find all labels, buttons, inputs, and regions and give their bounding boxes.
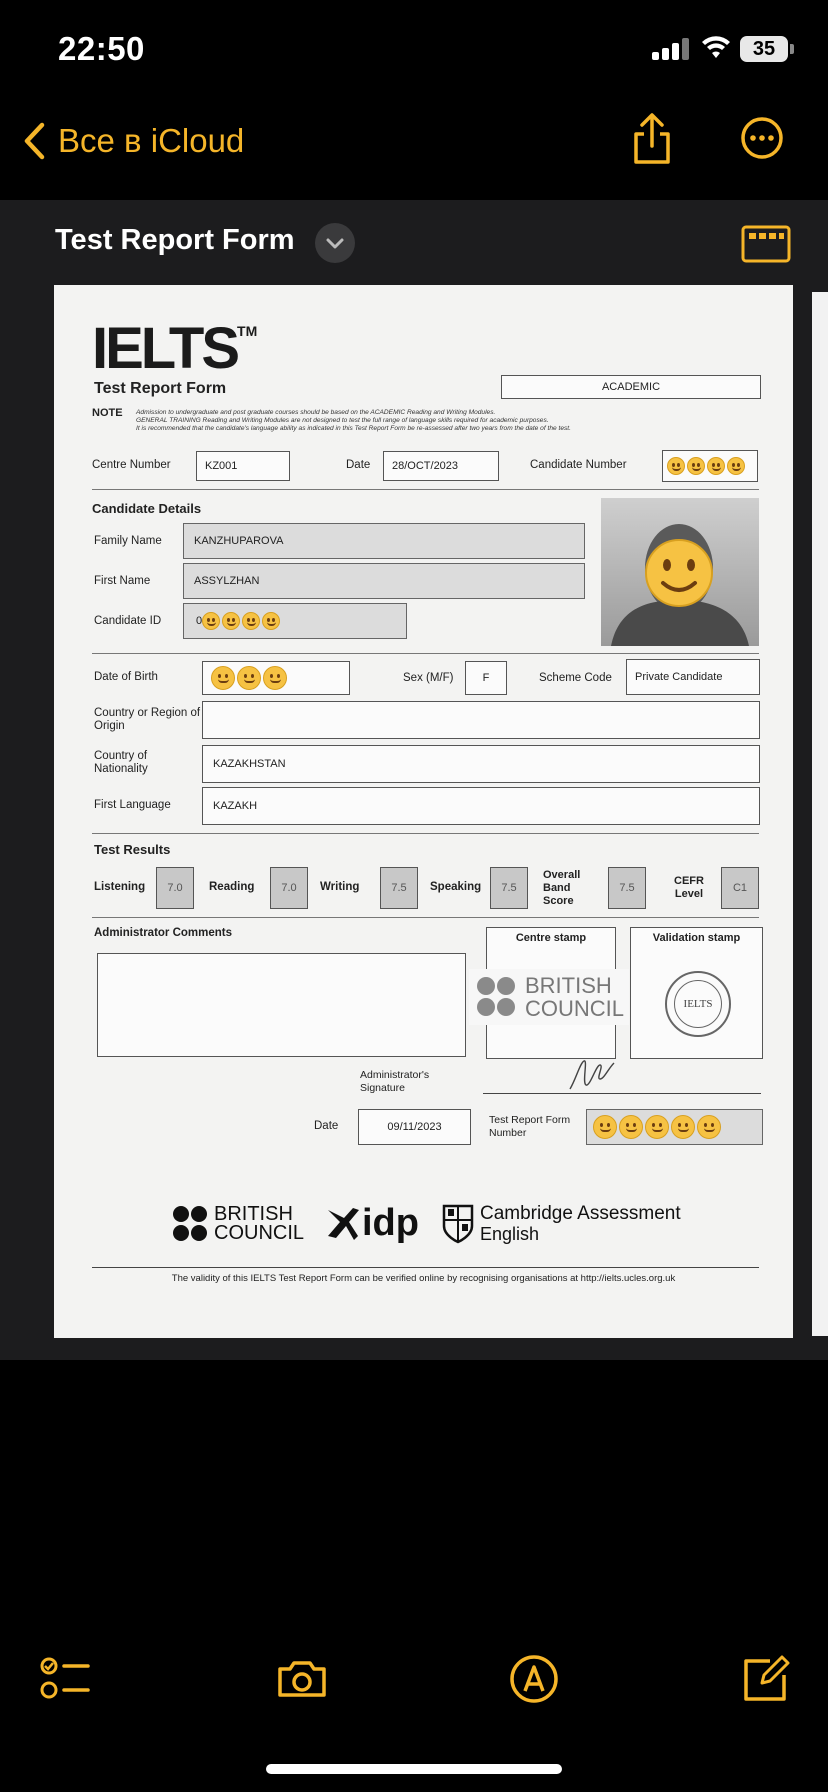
centre-number-label: Centre Number [92, 459, 171, 471]
british-council-stamp: BRITISH COUNCIL [469, 969, 629, 1025]
issue-date-field: 09/11/2023 [358, 1109, 471, 1145]
battery-tip [790, 44, 794, 54]
first-language-field: KAZAKH [202, 787, 760, 825]
home-indicator[interactable] [266, 1764, 562, 1774]
british-council-dots-icon [172, 1205, 210, 1243]
divider [92, 917, 759, 918]
cefr-label: CEFR Level [674, 875, 704, 900]
form-title: Test Report Form [94, 380, 227, 397]
admin-signature-label: Administrator's Signature [360, 1069, 430, 1094]
country-origin-label: Country or Region of Origin [94, 707, 201, 732]
emoji-icon [263, 666, 287, 690]
admin-comments-field [97, 953, 466, 1057]
more-button[interactable] [740, 116, 784, 160]
signature-line [483, 1093, 761, 1094]
idp-logo: idp [324, 1202, 419, 1245]
scheme-code-field: Private Candidate [626, 659, 760, 695]
scanned-document[interactable] [54, 285, 793, 1338]
divider [92, 653, 759, 654]
cefr-level: C1 [721, 867, 759, 909]
emoji-icon [593, 1115, 617, 1139]
emoji-icon [237, 666, 261, 690]
share-button[interactable] [630, 112, 674, 166]
nationality-label: Country of Nationality [94, 750, 148, 775]
emoji-icon [697, 1115, 721, 1139]
checklist-icon [40, 1653, 92, 1705]
ielts-logo: IELTS™ [92, 316, 258, 381]
british-council-dots-icon [475, 975, 521, 1019]
emoji-icon [222, 612, 240, 630]
test-date-field: 28/OCT/2023 [383, 451, 499, 481]
candidate-number-field [662, 450, 758, 482]
scheme-code-label: Scheme Code [539, 672, 612, 684]
emoji-icon [727, 457, 745, 475]
note-label: NOTE [92, 407, 123, 419]
back-label: Все в iCloud [58, 122, 245, 159]
candidate-id-field: 0 [183, 603, 407, 639]
note-title: Test Report Form [55, 224, 295, 256]
emoji-icon [262, 612, 280, 630]
camera-icon [276, 1653, 328, 1705]
test-results-heading: Test Results [94, 842, 171, 857]
candidate-number-label: Candidate Number [530, 459, 627, 471]
wifi-icon [700, 34, 732, 60]
compose-icon [740, 1653, 792, 1705]
overall-score: 7.5 [608, 867, 646, 909]
centre-number-field: KZ001 [196, 451, 290, 481]
back-button[interactable] [22, 118, 244, 164]
speaking-score: 7.5 [490, 867, 528, 909]
family-name-label: Family Name [94, 535, 162, 547]
checklist-button[interactable] [40, 1653, 92, 1705]
status-time: 22:50 [58, 30, 145, 67]
trf-number-field [586, 1109, 763, 1145]
ielts-seal: IELTS [665, 971, 731, 1037]
dob-field [202, 661, 350, 695]
nationality-field: KAZAKHSTAN [202, 745, 760, 783]
share-icon [630, 112, 674, 166]
chevron-left-icon [22, 121, 46, 161]
reading-score: 7.0 [270, 867, 308, 909]
issue-date-label: Date [314, 1120, 339, 1132]
listening-label: Listening [94, 881, 146, 893]
next-page-preview[interactable] [812, 292, 828, 1336]
scan-thumbnails-button[interactable] [740, 224, 792, 264]
candidate-details-heading: Candidate Details [92, 501, 202, 516]
emoji-icon [202, 612, 220, 630]
candidate-id-label: Candidate ID [94, 615, 162, 627]
candidate-photo [601, 498, 759, 646]
writing-label: Writing [320, 881, 360, 893]
ellipsis-circle-icon [740, 116, 784, 160]
title-menu-button[interactable] [315, 223, 355, 263]
sex-label: Sex (M/F) [403, 672, 454, 684]
date-label: Date [346, 459, 371, 471]
divider [92, 833, 759, 834]
camera-button[interactable] [276, 1653, 328, 1705]
cambridge-shield-icon [442, 1204, 474, 1244]
emoji-icon [242, 612, 260, 630]
emoji-icon [667, 457, 685, 475]
family-name-field: KANZHUPAROVA [183, 523, 585, 559]
emoji-icon [211, 666, 235, 690]
signature-image [564, 1055, 624, 1095]
first-language-label: First Language [94, 799, 171, 811]
emoji-icon [707, 457, 725, 475]
trf-number-label: Test Report Form Number [489, 1114, 571, 1139]
emoji-icon [687, 457, 705, 475]
emoji-icon [619, 1115, 643, 1139]
first-name-label: First Name [94, 575, 151, 587]
british-council-logo: BRITISH COUNCIL [172, 1205, 304, 1243]
divider [92, 489, 759, 490]
cambridge-logo: Cambridge Assessment English [442, 1203, 681, 1245]
markup-button[interactable] [508, 1653, 560, 1705]
note-text: Admission to undergraduate and post graduate courses should be based on the ACADEMIC Reading and Writing Modules. GENERAL TRAINING Reading and Writing Modules are not designed to test the full range of language skills required for academic purposes. It is recommended that the candidate's language ability as indicated in this Test Report Form be re-assessed after two years from the date of the test. [136, 409, 571, 432]
idp-mark-icon [324, 1204, 360, 1244]
validation-stamp-label: Validation stamp [652, 932, 741, 944]
centre-stamp-label: Centre stamp [515, 932, 587, 944]
verification-footer: The validity of this IELTS Test Report Form can be verified online by recognising organisations at http://ielts.ucles.org.uk [171, 1273, 676, 1284]
module-field: ACADEMIC [501, 375, 761, 399]
compose-button[interactable] [740, 1653, 792, 1705]
emoji-icon [645, 1115, 669, 1139]
markup-icon [508, 1653, 560, 1705]
chevron-down-icon [315, 223, 355, 263]
divider [92, 1267, 759, 1268]
battery-icon: 35 [740, 36, 788, 62]
sex-field: F [465, 661, 507, 695]
reading-label: Reading [209, 881, 255, 893]
listening-score: 7.0 [156, 867, 194, 909]
overall-score-label: Overall Band Score [543, 869, 581, 907]
speaking-label: Speaking [430, 881, 482, 893]
country-origin-field [202, 701, 760, 739]
first-name-field: ASSYLZHAN [183, 563, 585, 599]
emoji-icon [671, 1115, 695, 1139]
signal-icon [652, 38, 692, 60]
admin-comments-label: Administrator Comments [94, 927, 233, 939]
scan-document-icon [740, 224, 792, 264]
writing-score: 7.5 [380, 867, 418, 909]
dob-label: Date of Birth [94, 671, 158, 683]
